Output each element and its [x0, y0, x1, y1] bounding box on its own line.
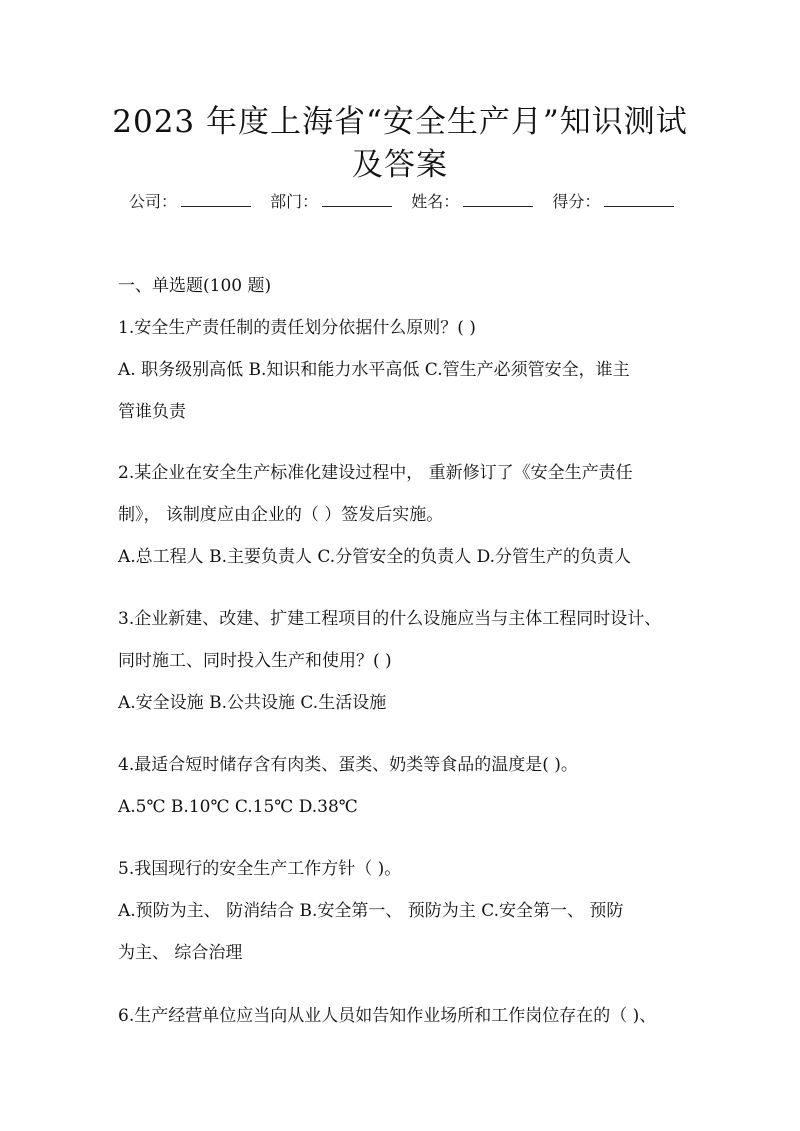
- score-blank: [604, 192, 674, 207]
- question-4: 4.最适合短时储存含有肉类、蛋类、奶类等食品的温度是( )。: [118, 755, 578, 775]
- name-field: [411, 192, 533, 212]
- score-label: 得分：: [552, 192, 601, 211]
- question-4-options: A.5℃ B.10℃ C.15℃ D.38℃: [118, 797, 358, 817]
- question-2-cont: 制》， 该制度应由企业的（ ）签发后实施。: [118, 505, 444, 525]
- question-3: 3.企业新建、改建、扩建工程项目的什么设施应当与主体工程同时设计、: [118, 609, 662, 629]
- document-title-line-2: 及答案: [352, 147, 448, 183]
- department-label: 部门：: [270, 192, 319, 211]
- question-1: 1.安全生产责任制的责任划分依据什么原则？( ): [118, 318, 476, 338]
- question-3-cont: 同时施工、同时投入生产和使用？( ): [118, 651, 392, 671]
- company-field: [129, 192, 251, 212]
- question-1-options: A. 职务级别高低 B.知识和能力水平高低 C.管生产必须管安全，谁主: [118, 360, 630, 380]
- score-field: [552, 192, 674, 212]
- question-5-options-cont: 为主、 综合治理: [118, 943, 243, 963]
- question-3-options: A.安全设施 B.公共设施 C.生活设施: [118, 693, 387, 713]
- question-6: 6.生产经营单位应当向从业人员如告知作业场所和工作岗位存在的（ )、: [118, 1006, 657, 1026]
- department-blank: [322, 192, 392, 207]
- question-2-options: A.总工程人 B.主要负责人 C.分管安全的负责人 D.分管生产的负责人: [118, 547, 632, 567]
- department-field: [270, 192, 392, 212]
- question-5-options: A.预防为主、 防消结合 B.安全第一、 预防为主 C.安全第一、 预防: [118, 901, 624, 921]
- company-label: 公司：: [129, 192, 178, 211]
- name-label: 姓名：: [411, 192, 460, 211]
- question-5: 5.我国现行的安全生产工作方针（ )。: [118, 859, 402, 879]
- section-header: 一、单选题(100 题): [118, 276, 272, 296]
- question-2: 2.某企业在安全生产标准化建设过程中， 重新修订了《安全生产责任: [118, 463, 633, 483]
- question-1-options-cont: 管谁负责: [118, 402, 186, 422]
- info-fields-row: [129, 192, 688, 212]
- name-blank: [463, 192, 533, 207]
- document-title-line-1: 2023 年度上海省“安全生产月”知识测试: [112, 104, 688, 140]
- company-blank: [181, 192, 251, 207]
